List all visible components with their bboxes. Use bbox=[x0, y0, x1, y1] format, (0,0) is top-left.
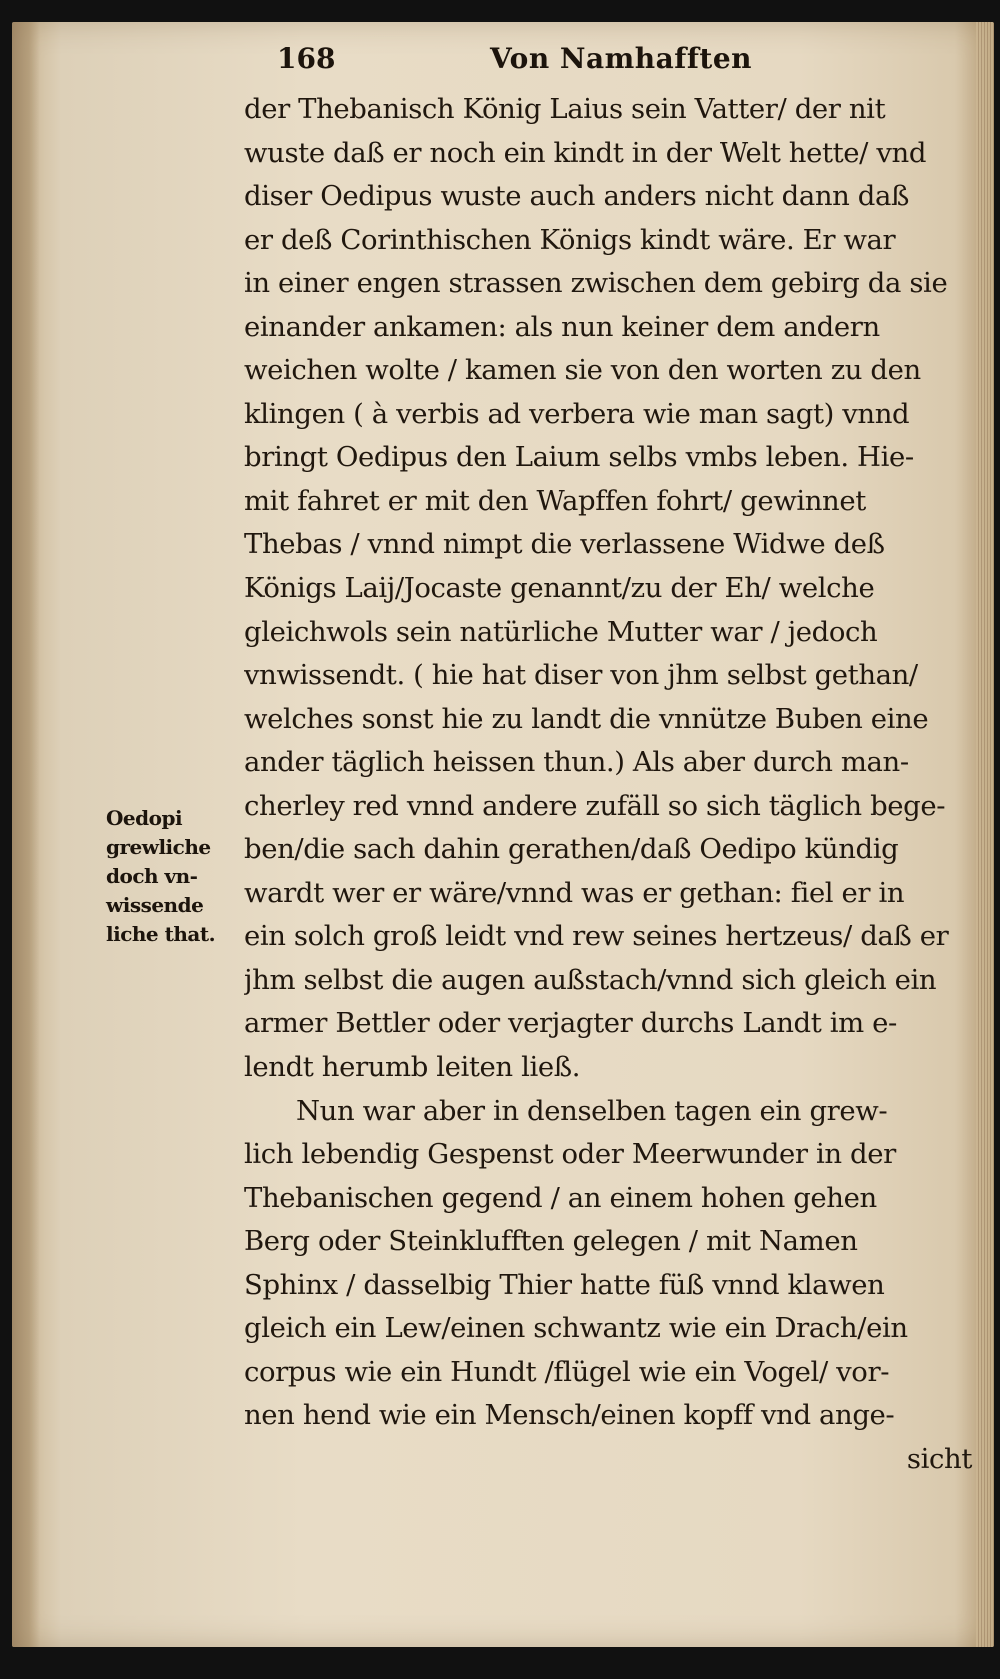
text-line: diser Oedipus wuste auch anders nicht dann daß bbox=[244, 180, 909, 213]
text-line: er deß Corinthischen Königs kindt wäre. Er war bbox=[244, 223, 896, 256]
text-line: gleich ein Lew/einen schwantz wie ein Drach/ein bbox=[244, 1312, 908, 1345]
text-line: wuste daß er noch ein kindt in der Welt hette/ vnd bbox=[244, 136, 927, 169]
text-line: jhm selbst die augen außstach/vnnd sich gleich ein bbox=[244, 963, 937, 996]
text-line: in einer engen strassen zwischen dem gebirg da sie bbox=[244, 267, 948, 300]
text-line: ben/die sach dahin gerathen/daß Oedipo kündig bbox=[244, 833, 899, 866]
text-line: Thebas / vnnd nimpt die verlassene Widwe deß bbox=[244, 528, 885, 561]
text-line: bringt Oedipus den Laium selbs vmbs leben. Hie- bbox=[244, 441, 914, 474]
text-line: mit fahret er mit den Wapffen fohrt/ gewinnet bbox=[244, 484, 866, 517]
text-line: corpus wie ein Hundt /flügel wie ein Vogel/ vor- bbox=[244, 1355, 890, 1388]
text-line: klingen ( à verbis ad verbera wie man sagt) vnnd bbox=[244, 397, 910, 430]
marginal-note-line: Oedopi bbox=[106, 806, 183, 830]
paragraph-first-line: Nun war aber in denselben tagen ein grew- bbox=[296, 1094, 888, 1127]
text-line: wardt wer er wäre/vnnd was er gethan: fiel er in bbox=[244, 876, 905, 909]
marginal-note-line: liche that. bbox=[106, 922, 216, 946]
text-line: einander ankamen: als nun keiner dem andern bbox=[244, 310, 880, 343]
catchword: sicht bbox=[906, 1442, 972, 1475]
marginal-note bbox=[106, 804, 236, 949]
page-fore-edge bbox=[976, 22, 994, 1647]
book-page bbox=[12, 22, 994, 1647]
text-line: gleichwols sein natürliche Mutter war / jedoch bbox=[244, 615, 878, 648]
running-title: Von Namhafften bbox=[490, 42, 752, 75]
text-line: vnwissendt. ( hie hat diser von jhm selbst gethan/ bbox=[244, 659, 918, 692]
marginal-note-line: doch vn- bbox=[106, 864, 198, 888]
text-line: lich lebendig Gespenst oder Meerwunder in der bbox=[244, 1138, 896, 1171]
text-line: Königs Laij/Jocaste genannt/zu der Eh/ welche bbox=[244, 572, 875, 605]
text-line: Berg oder Steinklufften gelegen / mit Namen bbox=[244, 1225, 858, 1258]
marginal-note-line: grewliche bbox=[106, 835, 211, 859]
text-line: ein solch groß leidt vnd rew seines hertzeus/ daß er bbox=[244, 920, 949, 953]
page-number: 168 bbox=[277, 42, 336, 75]
text-line: Sphinx / dasselbig Thier hatte füß vnnd klawen bbox=[244, 1268, 885, 1301]
text-line: cherley red vnnd andere zufäll so sich täglich bege- bbox=[244, 789, 946, 822]
text-line: ander täglich heissen thun.) Als aber durch man- bbox=[244, 746, 909, 779]
text-line: Thebanischen gegend / an einem hohen gehen bbox=[244, 1181, 877, 1214]
body-text bbox=[244, 88, 976, 1482]
text-line: nen hend wie ein Mensch/einen kopff vnd ange- bbox=[244, 1399, 895, 1432]
text-line: weichen wolte / kamen sie von den worten zu den bbox=[244, 354, 921, 387]
marginal-note-line: wissende bbox=[106, 893, 204, 917]
page-gutter-shadow bbox=[12, 22, 40, 1647]
text-line: welches sonst hie zu landt die vnnütze Buben eine bbox=[244, 702, 929, 735]
text-line: armer Bettler oder verjagter durchs Landt im e- bbox=[244, 1007, 897, 1040]
page-header bbox=[12, 38, 994, 88]
text-line: der Thebanisch König Laius sein Vatter/ der nit bbox=[244, 93, 886, 125]
text-line: lendt herumb leiten ließ. bbox=[244, 1051, 581, 1084]
